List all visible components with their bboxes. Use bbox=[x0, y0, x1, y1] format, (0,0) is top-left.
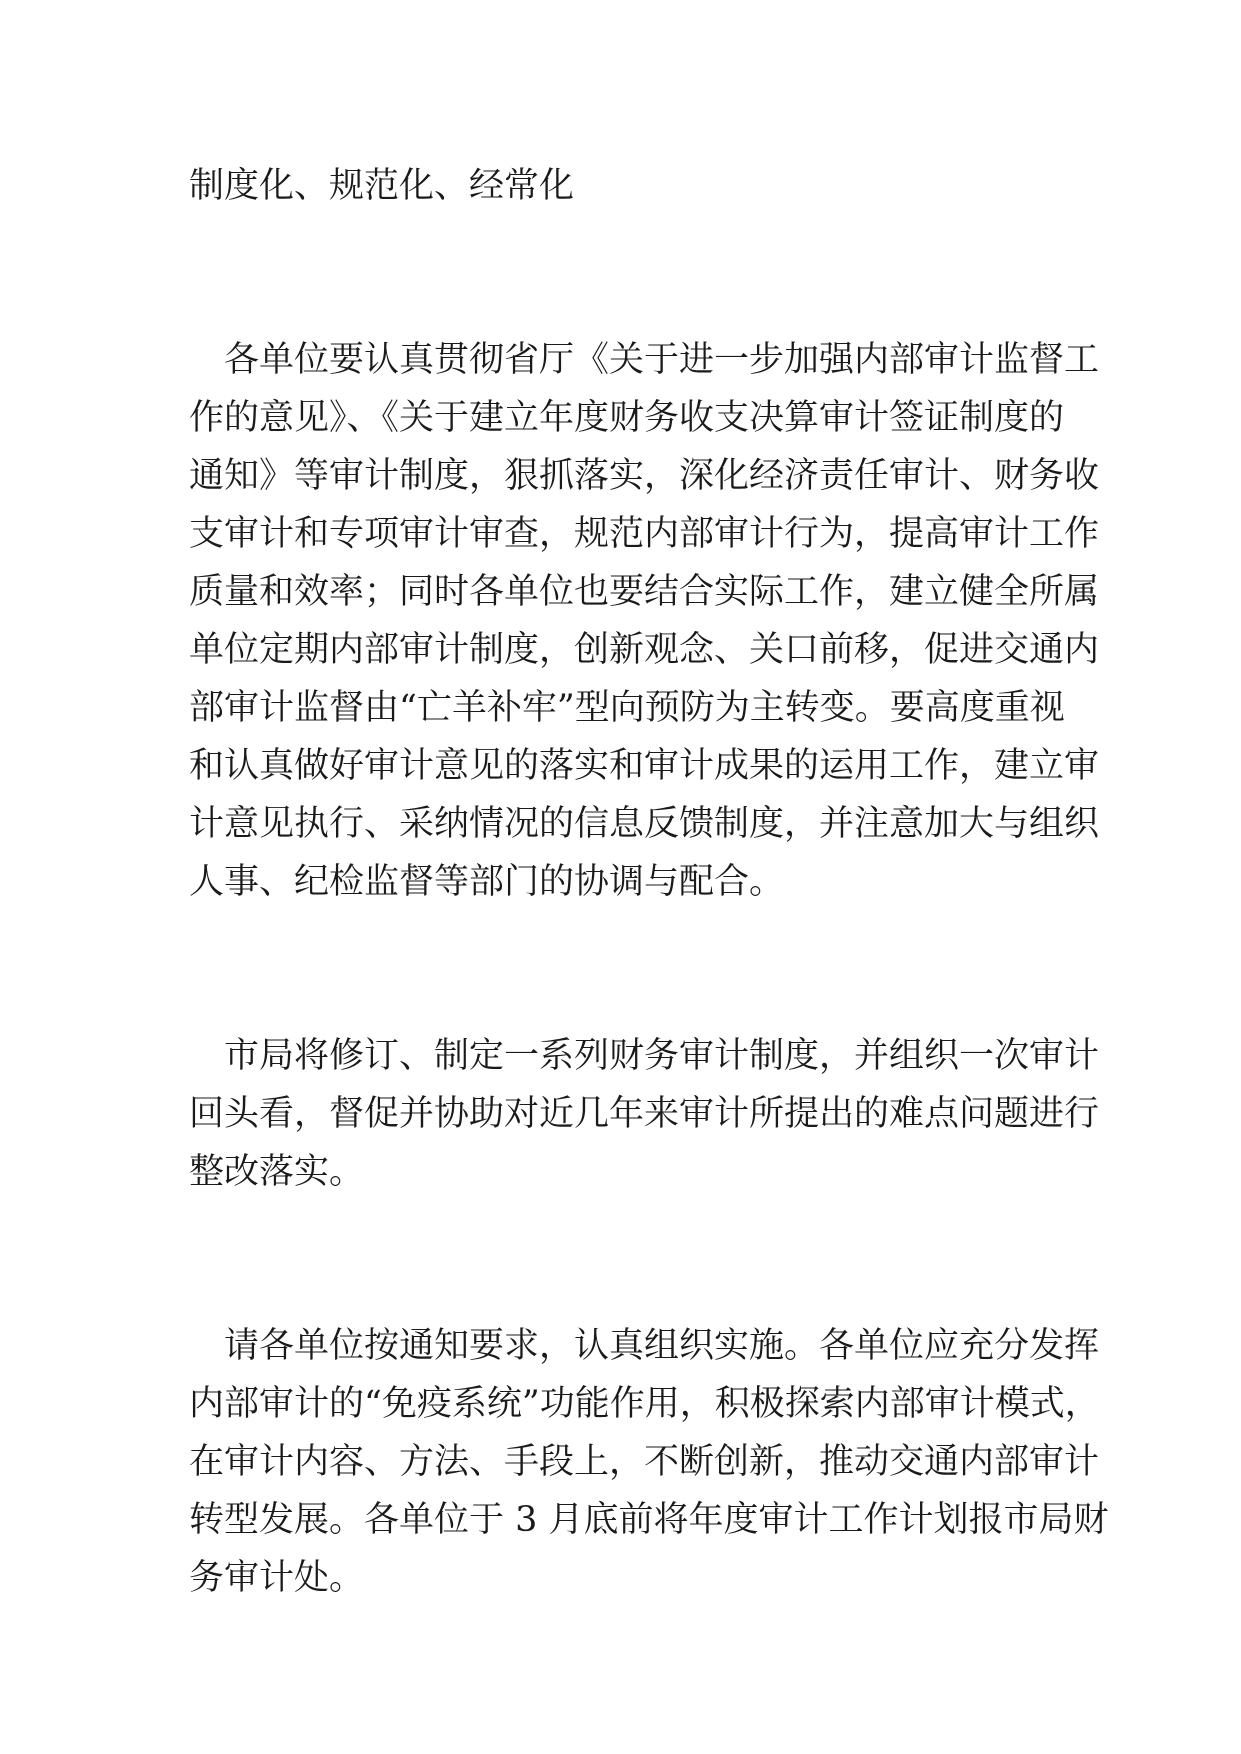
text-line: 人事、纪检监督等部门的协调与配合。 bbox=[189, 862, 785, 902]
text-line: 转型发展。各单位于 3 月底前将年度审计工作计划报市局财 bbox=[189, 1500, 1109, 1540]
text-line: 单位定期内部审计制度，创新观念、关口前移，促进交通内 bbox=[189, 630, 1100, 670]
text-line: 务审计处。 bbox=[189, 1558, 365, 1598]
section-heading: 制度化、规范化、经常化 bbox=[189, 166, 575, 206]
text-line: 回头看，督促并协助对近几年来审计所提出的难点问题进行 bbox=[189, 1094, 1100, 1134]
text-line: 通知》等审计制度，狠抓落实，深化经济责任审计、财务收 bbox=[189, 456, 1100, 496]
paragraph-city-bureau-revision bbox=[189, 1027, 1100, 1201]
text-line: 作的意见》、《关于建立年度财务收支决算审计签证制度的 bbox=[189, 398, 1065, 438]
text-line: 整改落实。 bbox=[189, 1152, 365, 1192]
text-line: 质量和效率；同时各单位也要结合实际工作，建立健全所属 bbox=[189, 572, 1100, 612]
text-line: 内部审计的“免疫系统”功能作用，积极探索内部审计模式， bbox=[189, 1384, 1100, 1424]
text-line: 部审计监督由“亡羊补牢”型向预防为主转变。要高度重视 bbox=[189, 688, 1065, 728]
document-body bbox=[189, 157, 1109, 1607]
paragraph-spacer bbox=[189, 1201, 1059, 1317]
text-line: 和认真做好审计意见的落实和审计成果的运用工作，建立审 bbox=[189, 746, 1100, 786]
text-line: 请各单位按通知要求，认真组织实施。各单位应充分发挥 bbox=[224, 1326, 1100, 1366]
paragraph-implementation-request bbox=[189, 1317, 1109, 1607]
text-line: 各单位要认真贯彻省厅《关于进一步加强内部审计监督工 bbox=[224, 340, 1100, 380]
paragraph-spacer bbox=[189, 215, 1059, 331]
text-line: 计意见执行、采纳情况的信息反馈制度，并注意加大与组织 bbox=[189, 804, 1100, 844]
text-line: 在审计内容、方法、手段上，不断创新，推动交通内部审计 bbox=[189, 1442, 1100, 1482]
paragraph-audit-implementation bbox=[189, 331, 1100, 911]
paragraph-spacer bbox=[189, 911, 1059, 1027]
text-line: 市局将修订、制定一系列财务审计制度，并组织一次审计 bbox=[224, 1036, 1100, 1076]
text-line: 支审计和专项审计审查，规范内部审计行为，提高审计工作 bbox=[189, 514, 1100, 554]
